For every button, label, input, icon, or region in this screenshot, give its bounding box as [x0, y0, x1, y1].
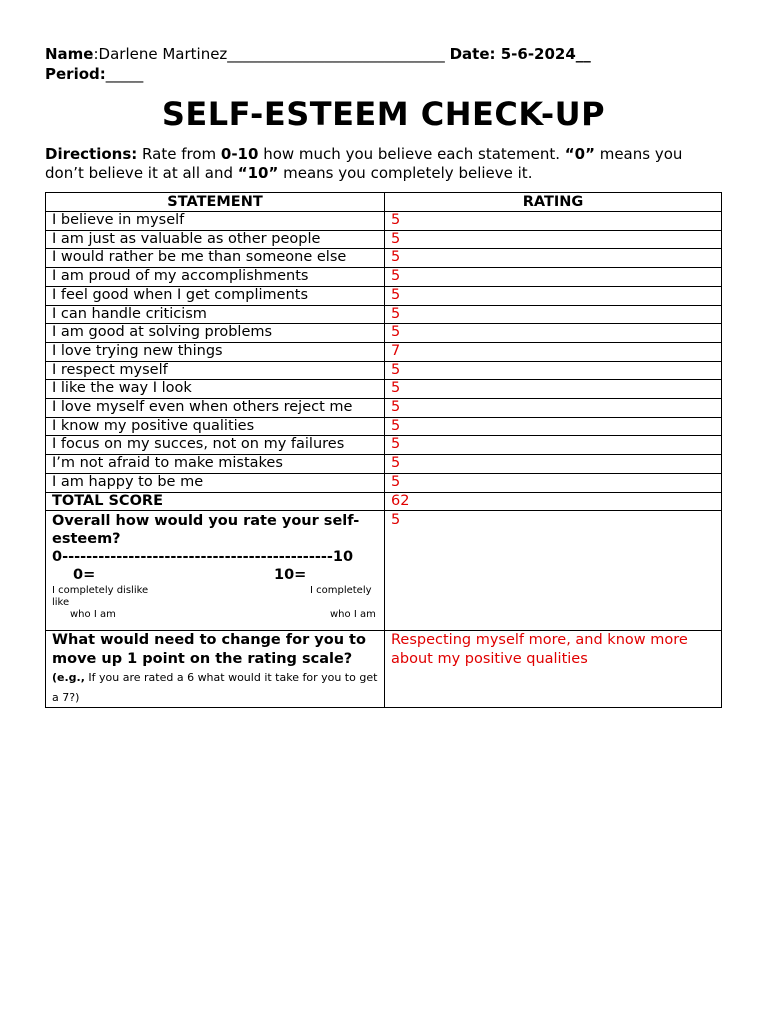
- overall-rating[interactable]: 5: [385, 511, 722, 631]
- name-date-line: [45, 45, 591, 63]
- table-row: [46, 230, 722, 249]
- scale-zero-label: 0=: [73, 567, 96, 584]
- table-row: [46, 305, 722, 324]
- table-row: [46, 342, 722, 361]
- table-row: [46, 399, 722, 418]
- rating-cell[interactable]: 5: [385, 473, 722, 492]
- change-answer[interactable]: Respecting myself more, and know more about my positive qualities: [385, 631, 722, 708]
- rating-table: [45, 192, 722, 708]
- overall-question: Overall how would you rate your self-esteem?: [52, 513, 360, 548]
- statement-cell: I love myself even when others reject me: [46, 399, 385, 418]
- name-label: Name: [45, 45, 94, 63]
- statement-cell: I know my positive qualities: [46, 417, 385, 436]
- directions-ten: “10”: [237, 164, 279, 182]
- directions-text: means you completely believe it.: [278, 164, 533, 182]
- date-label: Date: 5-6-2024__: [449, 45, 591, 63]
- rating-cell[interactable]: 5: [385, 417, 722, 436]
- directions-range: 0-10: [220, 145, 259, 163]
- directions-text: means you don’t believe it at all and: [45, 145, 683, 182]
- statement-cell: I believe in myself: [46, 212, 385, 231]
- scale-zero-desc-cont: like: [52, 597, 70, 609]
- rating-cell[interactable]: 5: [385, 249, 722, 268]
- statement-cell: I love trying new things: [46, 342, 385, 361]
- table-row: [46, 436, 722, 455]
- scale-ten-label: 10=: [274, 567, 307, 584]
- change-eg-text: If you are rated a 6 what would it take for you to get a 7?): [52, 671, 378, 704]
- table-row: [46, 324, 722, 343]
- scale-zero-desc: I completely dislike: [52, 585, 149, 597]
- rating-cell[interactable]: 5: [385, 436, 722, 455]
- statement-cell: I am just as valuable as other people: [46, 230, 385, 249]
- rating-cell[interactable]: 5: [385, 268, 722, 287]
- overall-question-cell: [46, 511, 385, 631]
- rating-cell[interactable]: 5: [385, 286, 722, 305]
- total-row: [46, 492, 722, 511]
- table-row: [46, 455, 722, 474]
- table-row: [46, 286, 722, 305]
- total-value[interactable]: 62: [385, 492, 722, 511]
- scale-zero-desc-end: who I am: [70, 609, 116, 621]
- rating-cell[interactable]: 5: [385, 212, 722, 231]
- rating-cell[interactable]: 5: [385, 399, 722, 418]
- rating-cell[interactable]: 7: [385, 342, 722, 361]
- page-title: SELF-ESTEEM CHECK-UP: [161, 95, 606, 133]
- period-label: Period:: [45, 65, 106, 83]
- column-header-rating: RATING: [385, 193, 722, 212]
- period-line: [45, 65, 143, 83]
- rating-cell[interactable]: 5: [385, 324, 722, 343]
- directions: [45, 145, 722, 183]
- change-question: What would need to change for you to move up 1 point on the rating scale?: [52, 632, 366, 667]
- statement-cell: I focus on my succes, not on my failures: [46, 436, 385, 455]
- directions-zero: “0”: [564, 145, 595, 163]
- rating-cell[interactable]: 5: [385, 305, 722, 324]
- statement-cell: I respect myself: [46, 361, 385, 380]
- rating-scale: [52, 548, 378, 621]
- table-row: [46, 361, 722, 380]
- rating-cell[interactable]: 5: [385, 380, 722, 399]
- directions-label: Directions:: [45, 145, 138, 163]
- table-row: [46, 249, 722, 268]
- table-row: [46, 380, 722, 399]
- directions-text: how much you believe each statement.: [258, 145, 565, 163]
- period-blank: _____: [105, 65, 144, 83]
- scale-line: 0---------------------------------------------10: [52, 549, 354, 566]
- directions-text: Rate from: [137, 145, 221, 163]
- statement-cell: I like the way I look: [46, 380, 385, 399]
- column-header-statement: STATEMENT: [46, 193, 385, 212]
- statement-cell: I can handle criticism: [46, 305, 385, 324]
- table-row: [46, 417, 722, 436]
- change-row: [46, 631, 722, 708]
- statement-cell: I’m not afraid to make mistakes: [46, 455, 385, 474]
- table-row: [46, 473, 722, 492]
- change-question-cell: [46, 631, 385, 708]
- change-eg-label: (e.g.,: [52, 671, 85, 685]
- statement-cell: I would rather be me than someone else: [46, 249, 385, 268]
- statement-cell: I am proud of my accomplishments: [46, 268, 385, 287]
- name-value: :Darlene Martinez_____________________________: [93, 45, 445, 63]
- rating-cell[interactable]: 5: [385, 455, 722, 474]
- rating-cell[interactable]: 5: [385, 230, 722, 249]
- rating-cell[interactable]: 5: [385, 361, 722, 380]
- table-row: [46, 212, 722, 231]
- statement-cell: I am good at solving problems: [46, 324, 385, 343]
- statement-cell: I feel good when I get compliments: [46, 286, 385, 305]
- statement-cell: I am happy to be me: [46, 473, 385, 492]
- scale-ten-desc: I completely: [310, 585, 372, 597]
- overall-row: [46, 511, 722, 631]
- total-label: TOTAL SCORE: [46, 492, 385, 511]
- scale-ten-desc-end: who I am: [330, 609, 376, 621]
- table-header-row: [46, 193, 722, 212]
- table-row: [46, 268, 722, 287]
